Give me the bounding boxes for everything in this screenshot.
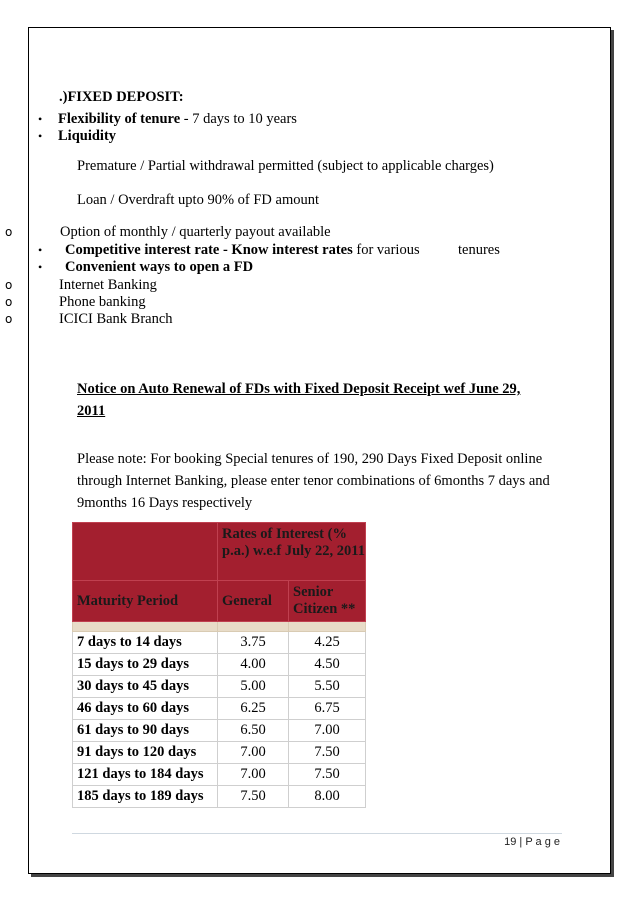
competitive-item [65,242,420,259]
circle-bullet-icon: o [5,225,13,239]
table-row [73,632,366,654]
convenient-item: Convenient ways to open a FD [65,259,254,275]
liquidity-item: Liquidity [58,128,117,144]
competitive-text: for various [352,242,420,258]
maturity-period-cell: 61 days to 90 days [73,720,218,742]
table-row [73,764,366,786]
table-row [73,654,366,676]
maturity-period-cell: 7 days to 14 days [73,632,218,654]
loan-text: Loan / Overdraft upto 90% of FD amount [77,192,320,208]
circle-bullet-icon: o [5,312,13,326]
competitive-label: Competitive interest rate - Know interest rates [65,242,353,258]
premature-text: Premature / Partial withdrawal permitted (subject to applicable charges) [77,158,494,174]
option-item: Option of monthly / quarterly payout available [60,224,331,240]
senior-rate-cell: 6.75 [289,698,366,720]
maturity-period-cell: 121 days to 184 days [73,764,218,786]
bullet-icon: • [38,260,43,274]
bullet-icon: • [38,112,43,126]
maturity-period-cell: 91 days to 120 days [73,742,218,764]
table-row [73,676,366,698]
general-rate-cell: 7.50 [218,786,289,808]
bullet-icon: • [38,243,43,257]
way-item: Phone banking [59,294,146,310]
circle-bullet-icon: o [5,278,13,292]
table-row [73,742,366,764]
senior-rate-cell: 7.50 [289,742,366,764]
auto-renewal-notice: Notice on Auto Renewal of FDs with Fixed Deposit Receipt wef June 29, 2011 [77,381,521,419]
maturity-period-cell: 46 days to 60 days [73,698,218,720]
senior-rate-cell: 5.50 [289,676,366,698]
way-item: ICICI Bank Branch [59,311,173,327]
senior-rate-cell: 4.25 [289,632,366,654]
maturity-period-header: Maturity Period [73,581,218,622]
flexibility-label: Flexibility of tenure [58,111,181,127]
special-tenure-note: Please note: For booking Special tenures of 190, 290 Days Fixed Deposit online through Internet Banking, please enter tenor combinations of 6months 7 days and 9months 16 Days respectively [77,451,550,511]
page-number: 19 | P a g e [504,836,560,848]
flexibility-item [58,111,297,128]
general-rate-cell: 7.00 [218,764,289,786]
maturity-period-cell: 15 days to 29 days [73,654,218,676]
table-row [73,698,366,720]
table-subheader-row [73,581,366,622]
table-row [73,720,366,742]
senior-rate-cell: 7.50 [289,764,366,786]
general-rate-cell: 6.25 [218,698,289,720]
general-rate-cell: 7.00 [218,742,289,764]
flexibility-text: - 7 days to 10 years [180,111,297,127]
senior-rate-cell: 4.50 [289,654,366,676]
rates-header: Rates of Interest (% p.a.) w.e.f July 22, 2011 [218,523,366,581]
interest-rate-table [72,522,366,808]
maturity-period-cell: 185 days to 189 days [73,786,218,808]
section-heading: .)FIXED DEPOSIT: [59,89,184,105]
general-rate-cell: 6.50 [218,720,289,742]
bullet-icon: • [38,129,43,143]
table-body [73,632,366,808]
senior-rate-cell: 7.00 [289,720,366,742]
table-header-row [73,523,366,581]
general-rate-cell: 4.00 [218,654,289,676]
table-row [73,786,366,808]
senior-citizen-header: Senior Citizen ** [289,581,366,622]
table-spacer-row [73,622,366,632]
circle-bullet-icon: o [5,295,13,309]
maturity-period-cell: 30 days to 45 days [73,676,218,698]
general-rate-cell: 3.75 [218,632,289,654]
footer-divider [72,833,562,834]
general-header: General [218,581,289,622]
general-rate-cell: 5.00 [218,676,289,698]
tenures-text: tenures [458,242,500,258]
header-blank-cell [73,523,218,581]
way-item: Internet Banking [59,277,157,293]
senior-rate-cell: 8.00 [289,786,366,808]
